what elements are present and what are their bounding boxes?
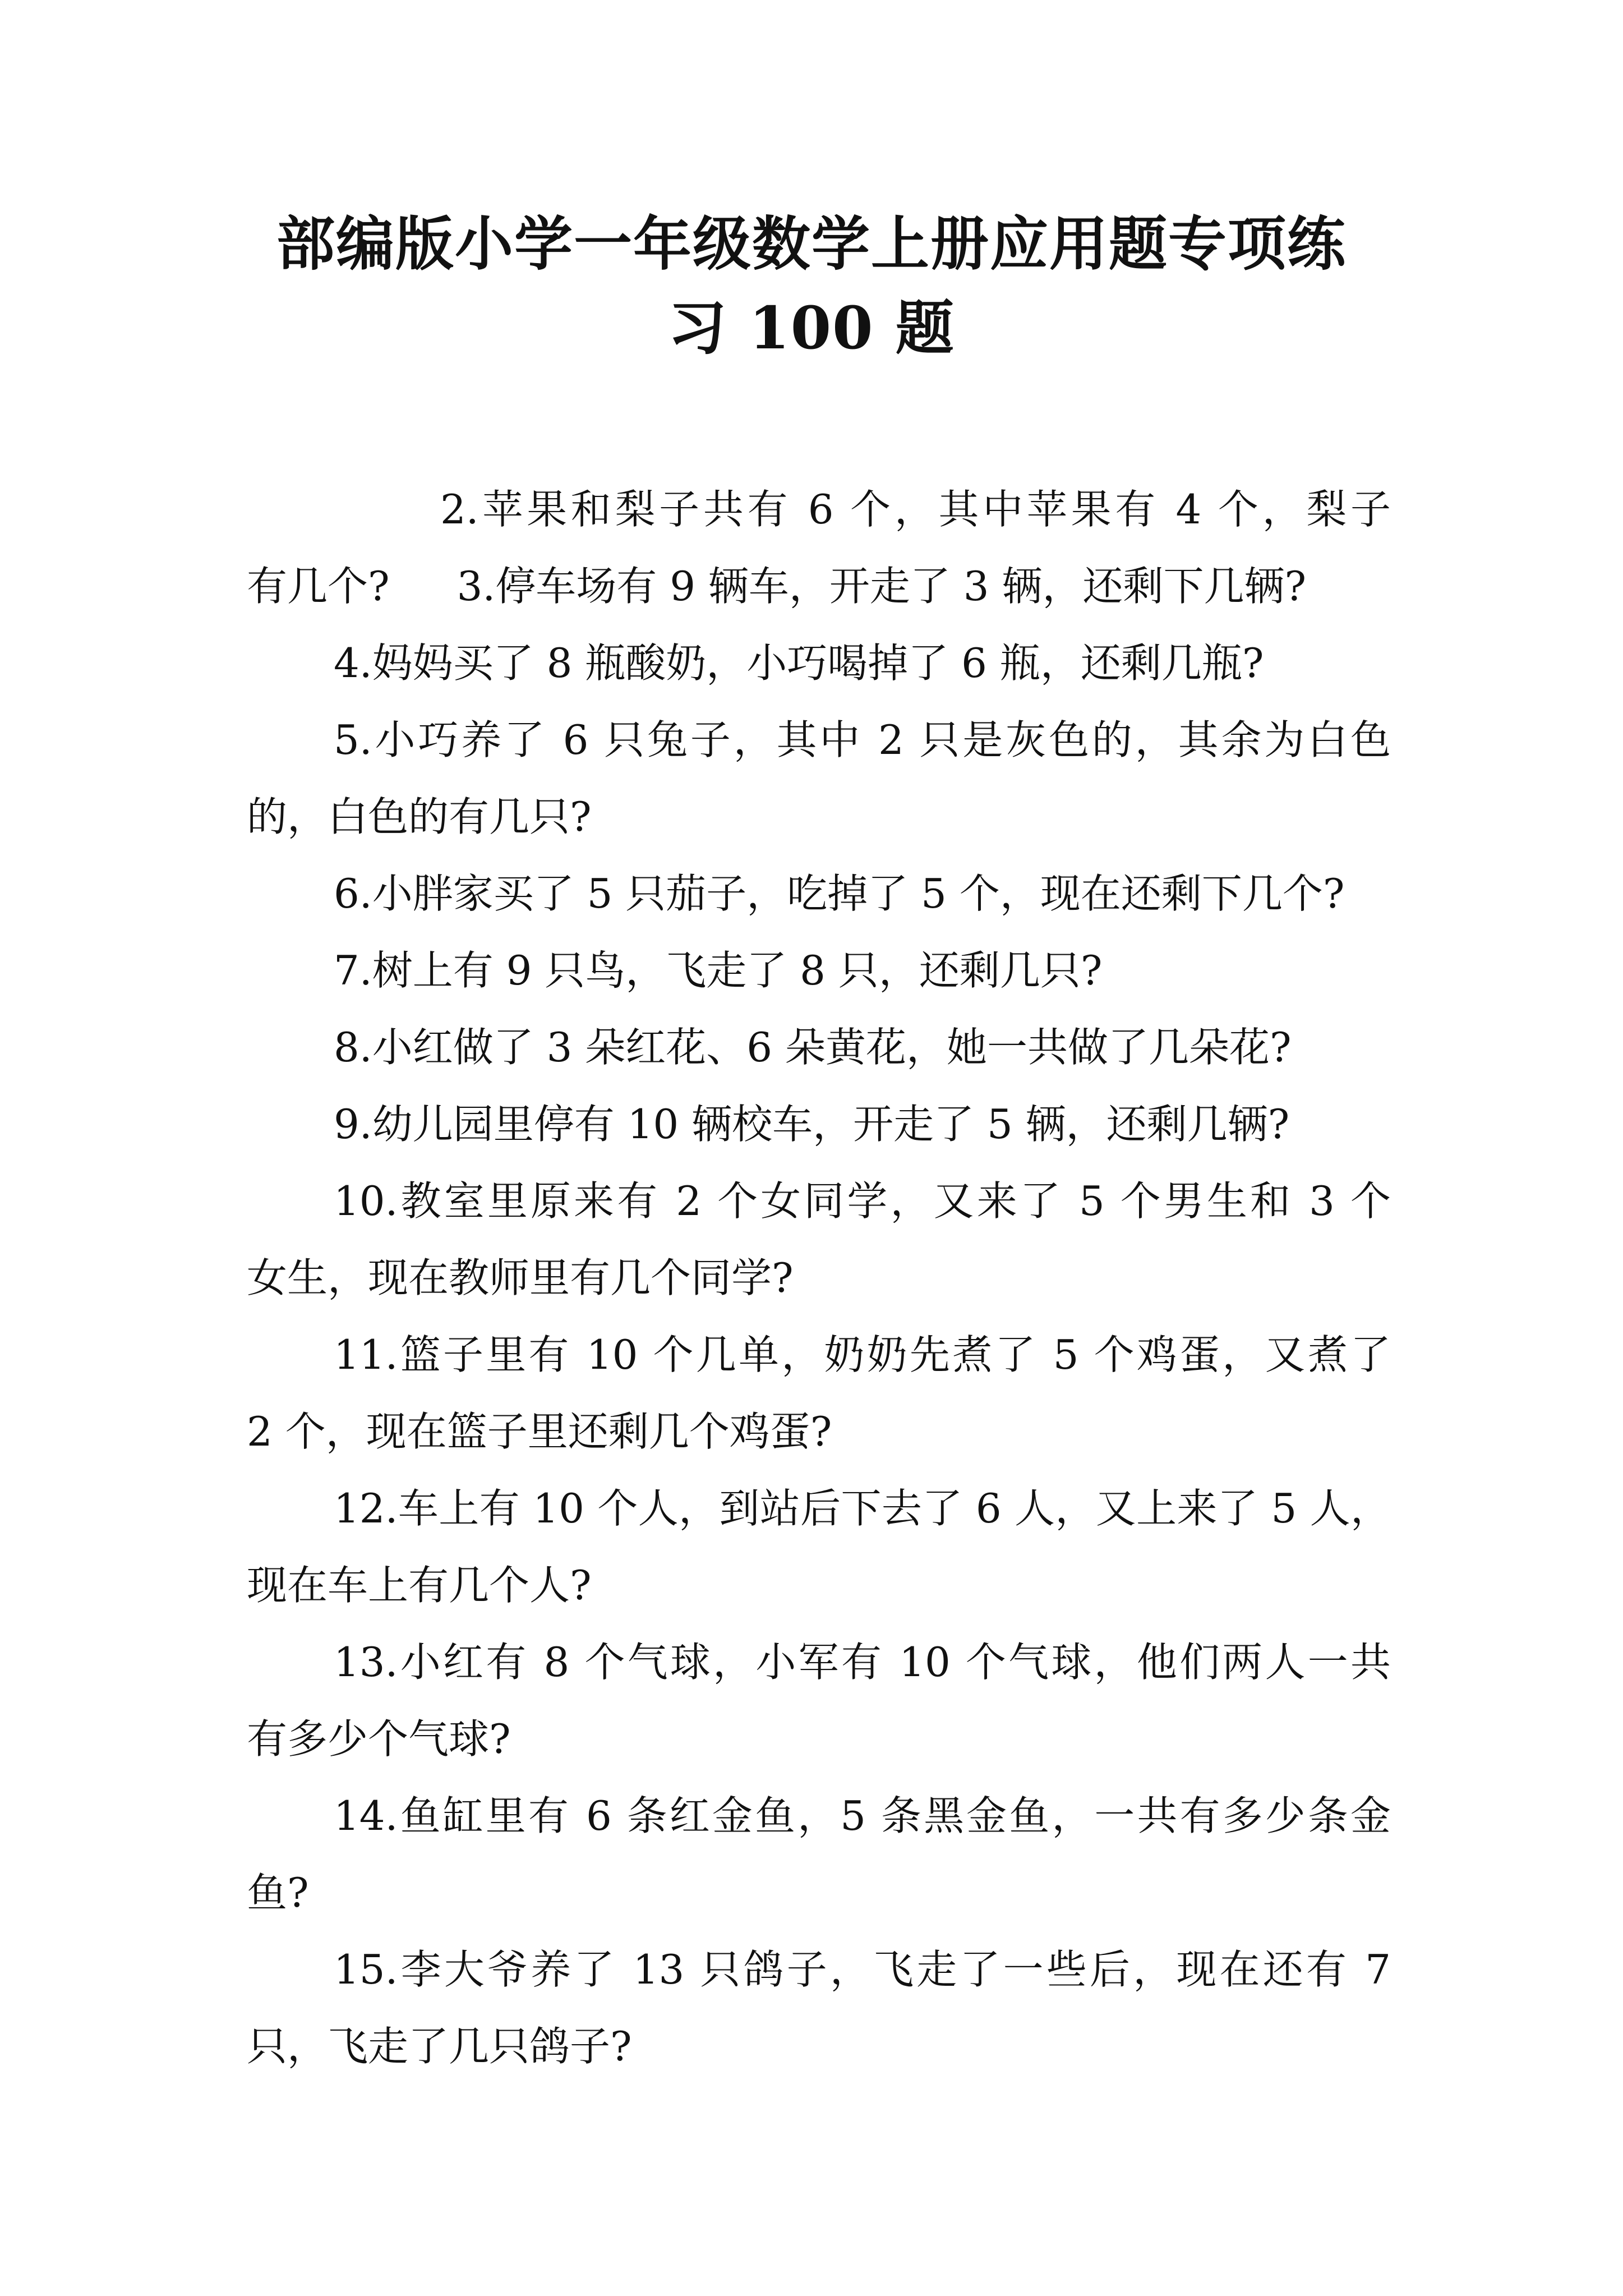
- text-line: 的，白色的有几只?: [247, 793, 592, 840]
- document-title-line-1: 部编版小学一年级数学上册应用题专项练: [276, 209, 1347, 278]
- text-line: 10.教室里原来有 2 个女同学，又来了 5 个男生和 3 个: [334, 1177, 1391, 1225]
- text-line: 鱼?: [247, 1869, 309, 1916]
- text-line: 4.妈妈买了 8 瓶酸奶，小巧喝掉了 6 瓶，还剩几瓶?: [334, 639, 1264, 687]
- document-title-line-2: 习 100 题: [668, 293, 955, 362]
- text-fragment: 3.停车场有 9 辆车，开走了 3 辆，还剩下几辆?: [457, 563, 1307, 610]
- document-body: [247, 471, 1391, 2085]
- text-line: 11.篮子里有 10 个几单，奶奶先煮了 5 个鸡蛋，又煮了: [334, 1331, 1391, 1378]
- text-line: 13.小红有 8 个气球，小军有 10 个气球，他们两人一共: [334, 1639, 1391, 1686]
- text-line: 7.树上有 9 只鸟，飞走了 8 只，还剩几只?: [334, 947, 1103, 994]
- text-line: 5.小巧养了 6 只兔子，其中 2 只是灰色的，其余为白色: [334, 716, 1391, 763]
- text-line: 2 个，现在篮子里还剩几个鸡蛋?: [247, 1408, 832, 1455]
- text-line: 9.幼儿园里停有 10 辆校车，开走了 5 辆，还剩几辆?: [334, 1101, 1290, 1148]
- text-line: 女生，现在教师里有几个同学?: [247, 1254, 794, 1301]
- text-line: [247, 548, 1391, 625]
- text-fragment: 有几个?: [247, 563, 390, 610]
- text-line: 现在车上有几个人?: [247, 1562, 592, 1609]
- text-line: 12.车上有 10 个人，到站后下去了 6 人，又上来了 5 人，: [334, 1485, 1391, 1532]
- text-line: 14.鱼缸里有 6 条红金鱼，5 条黑金鱼，一共有多少条金: [334, 1792, 1391, 1839]
- text-line: 只，飞走了几只鸽子?: [247, 2023, 632, 2070]
- text-line: 6.小胖家买了 5 只茄子，吃掉了 5 个，现在还剩下几个?: [334, 870, 1345, 917]
- text-line: 2.苹果和梨子共有 6 个，其中苹果有 4 个，梨子: [440, 486, 1391, 533]
- text-line: 8.小红做了 3 朵红花、6 朵黄花，她一共做了几朵花?: [334, 1024, 1292, 1071]
- text-line: 有多少个气球?: [247, 1715, 511, 1763]
- text-line: 15.李大爷养了 13 只鸽子，飞走了一些后，现在还有 7: [334, 1946, 1391, 1993]
